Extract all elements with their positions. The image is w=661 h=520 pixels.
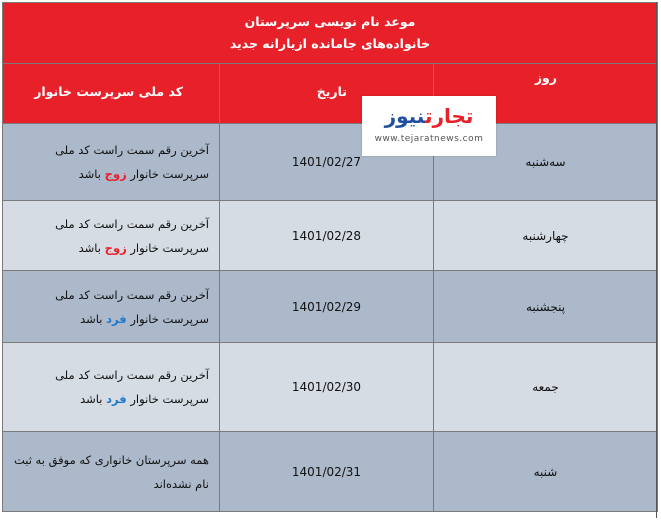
row-code — [3, 271, 220, 343]
schedule-container — [2, 2, 658, 512]
schedule-table — [2, 63, 658, 512]
row-code — [3, 343, 220, 432]
header-date: تاریخ — [220, 64, 434, 124]
row-code — [3, 201, 220, 271]
row-day: سه‌شنبه — [434, 124, 658, 201]
header-row — [3, 64, 658, 124]
logo-name-part1: تجارت — [424, 104, 474, 128]
code-highlight: فرد — [106, 311, 127, 326]
code-highlight: فرد — [106, 392, 127, 406]
code-text: آخرین رقم سمت راست کد ملی سرپرست خانوار — [55, 216, 209, 255]
tejaratnews-logo — [362, 96, 496, 156]
code-suffix: باشد — [80, 392, 107, 406]
row-date: 1401/02/30 — [220, 343, 434, 432]
row-day: شنبه — [434, 432, 658, 512]
code-highlight: زوج — [104, 240, 127, 255]
code-suffix: باشد — [78, 240, 105, 255]
title-line-1: موعد نام نویسی سرپرستان — [244, 14, 416, 29]
row-date: 1401/02/31 — [220, 432, 434, 512]
logo-name-part2: نیوز — [384, 104, 425, 128]
logo-url: www.tejaratnews.com — [374, 134, 484, 144]
table-title — [2, 2, 658, 63]
row-date: 1401/02/27 — [220, 124, 434, 201]
right-edge-divider — [656, 2, 661, 518]
table-row — [3, 124, 658, 201]
row-day: پنجشنبه — [434, 271, 658, 343]
code-text: همه سرپرستان خانواری که موفق به ثبت نام نشده‌اند — [13, 452, 209, 491]
table-row — [3, 271, 658, 343]
table-row — [3, 201, 658, 271]
table-row — [3, 432, 658, 512]
row-day: جمعه — [434, 343, 658, 432]
code-text: آخرین رقم سمت راست کد ملی سرپرست خانوار — [55, 368, 209, 406]
row-date: 1401/02/28 — [220, 201, 434, 271]
table-row — [3, 343, 658, 432]
header-code: کد ملی سرپرست خانوار — [3, 64, 220, 124]
code-suffix: باشد — [80, 311, 107, 326]
row-code — [3, 432, 220, 512]
title-line-2: خانواده‌های جامانده ازیارانه جدید — [229, 36, 431, 51]
code-suffix: باشد — [78, 167, 105, 181]
header-day: روز — [434, 64, 658, 124]
row-code — [3, 124, 220, 201]
code-text: آخرین رقم سمت راست کد ملی سرپرست خانوار — [55, 287, 209, 326]
row-date: 1401/02/29 — [220, 271, 434, 343]
row-day: چهارشنبه — [434, 201, 658, 271]
code-text: آخرین رقم سمت راست کد ملی سرپرست خانوار — [55, 143, 209, 181]
code-highlight: زوج — [104, 167, 127, 181]
